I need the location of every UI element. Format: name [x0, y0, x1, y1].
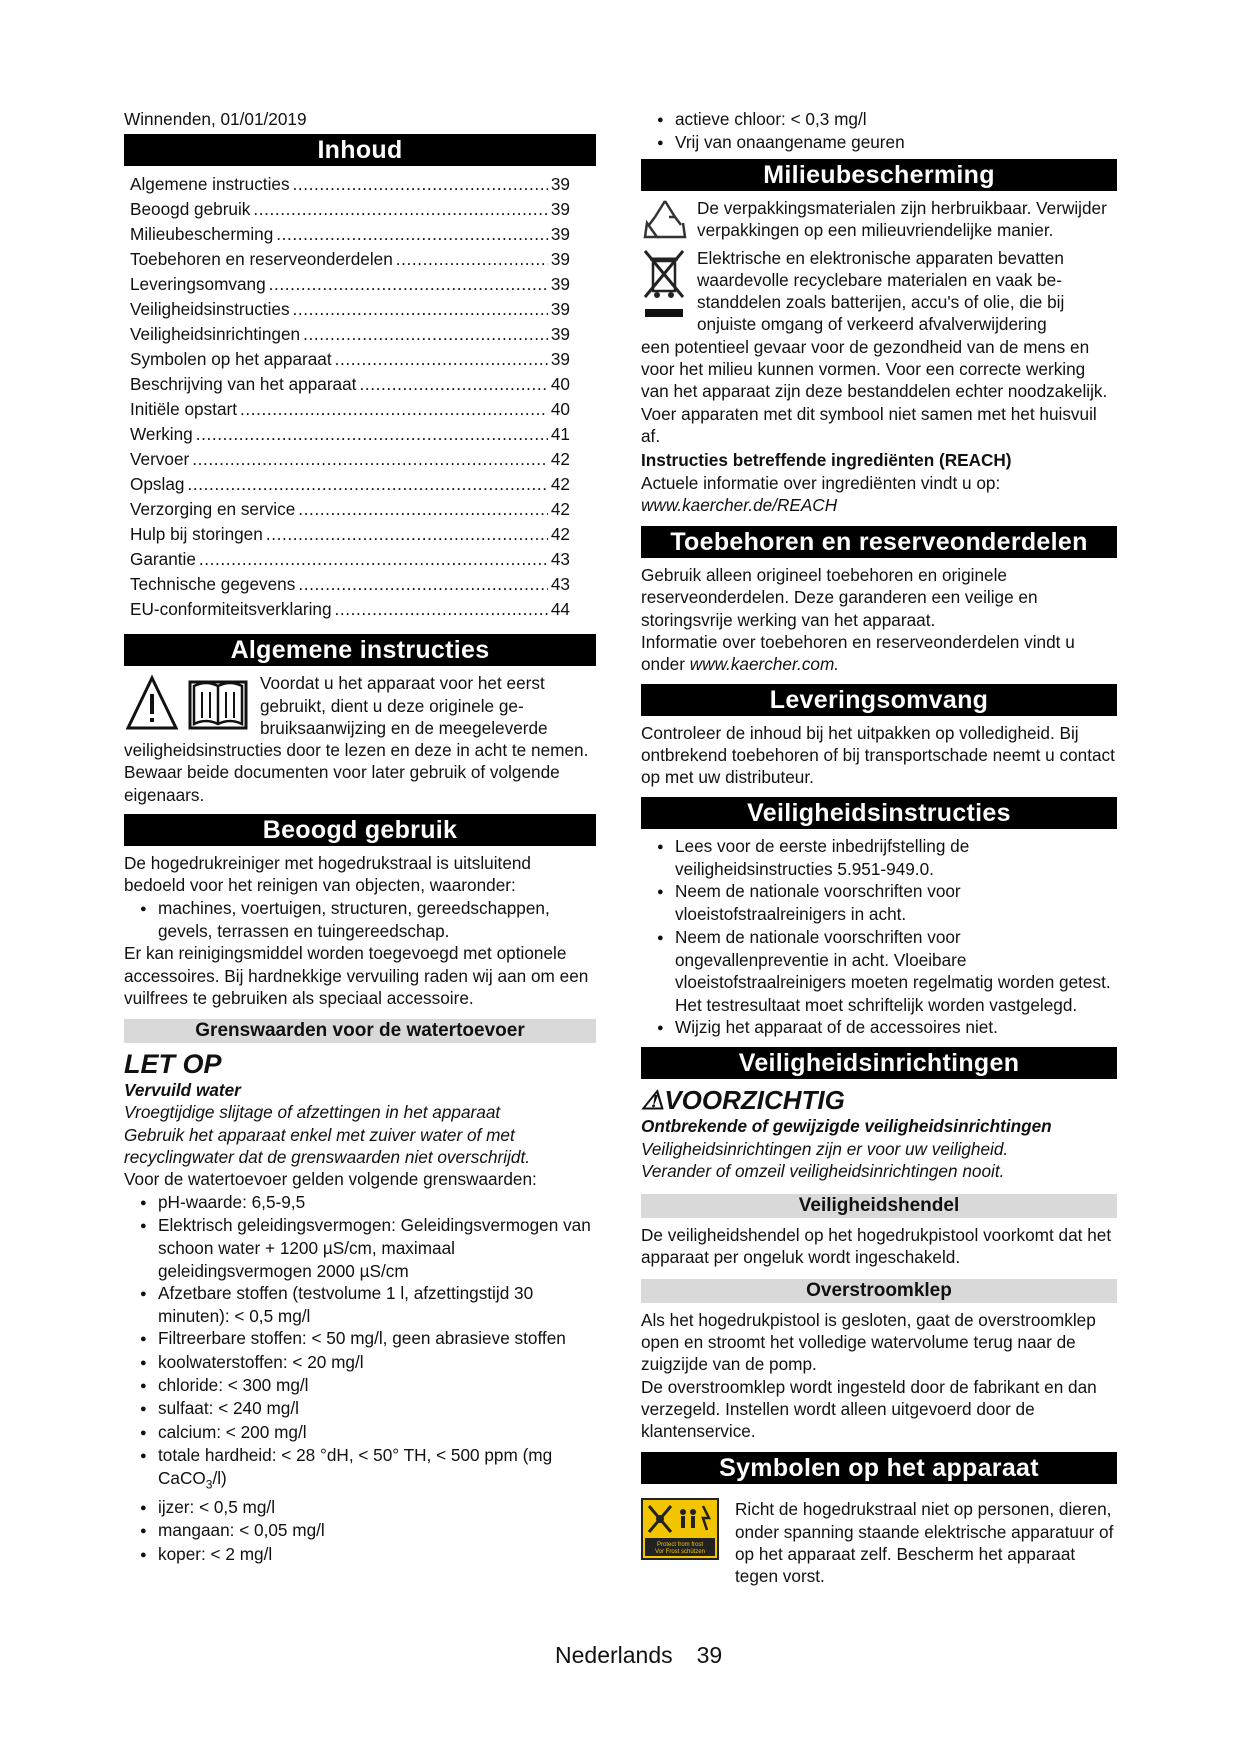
list-item: ● Wijzig het apparaat of de accessoires niet. — [641, 1016, 1117, 1039]
toc-entry-title: Technische gegevens — [130, 574, 296, 595]
list-item: ● machines, voertuigen, structuren, gereedschappen, gevels, terrassen en tuingereedschap. — [124, 897, 596, 943]
toc-entry-title: Milieubescherming — [130, 224, 274, 245]
toc-entry-page: 40 — [550, 399, 570, 420]
toc-entry-title: Hulp bij storingen — [130, 524, 263, 545]
list-item: ● Afzetbare stoffen (testvolume 1 l, afzettingstijd 30 minuten): < 0,5 mg/l — [124, 1282, 596, 1328]
toc-entry-title: Leveringsomvang — [130, 274, 266, 295]
toc-entry-title: Beoogd gebruik — [130, 199, 251, 220]
toc-leader-dots — [240, 397, 548, 422]
list-item: ● Neem de nationale voorschriften voor vloeistofstraalreinigers in acht. — [641, 880, 1117, 926]
toc-leader-dots — [359, 372, 547, 397]
toc-entry-title: Werking — [130, 424, 193, 445]
toc-entry[interactable] — [130, 547, 570, 572]
toc-entry[interactable] — [130, 372, 570, 397]
scope-paragraph: Controleer de inhoud bij het uitpakken op volledigheid. Bij ontbrekend toebehoren of bij transportschade neemt u contact op met uw distributeur. — [641, 722, 1115, 788]
general-wrapped-text — [256, 672, 548, 739]
general-paragraph: veiligheidsinstructies door te lezen en deze in acht te nemen. — [124, 740, 589, 761]
toc-leader-dots — [335, 597, 548, 622]
caution-label — [641, 1085, 1117, 1115]
section-heading-accessories: Toebehoren en reserveonderdelen — [641, 526, 1117, 558]
label-text: Vor Frost schützen — [654, 1549, 706, 1556]
subheading-lever: Veiligheidshendel — [641, 1194, 1117, 1218]
list-item: ● koolwaterstoffen: < 20 mg/l — [124, 1351, 596, 1374]
subheading-valve: Overstroomklep — [641, 1279, 1117, 1303]
toc-entry-title: Beschrijving van het apparaat — [130, 374, 357, 395]
toc-entry-title: Vervoer — [130, 449, 190, 470]
hardness-suffix: /l) — [212, 1468, 227, 1489]
list-item: ● Vrij van onaangename geuren — [641, 131, 1117, 154]
subheading-water-limits: Grenswaarden voor de watertoevoer — [124, 1019, 596, 1043]
caution-title: Ontbrekende of gewijzigde veiligheidsinrichtingen — [641, 1116, 1052, 1137]
toc-entry-title: Veiligheidsinrichtingen — [130, 324, 301, 345]
caution-line: Veiligheidsinrichtingen zijn er voor uw veiligheid. — [641, 1138, 1009, 1159]
packaging-text: De verpakkingsmaterialen zijn herbruikbaar. Verwijder verpakkingen op een milieuvriendelijke manier. — [697, 197, 1107, 240]
toc-leader-dots — [269, 272, 548, 297]
toc-entry[interactable] — [130, 322, 570, 347]
caution-line: Verander of omzeil veiligheidsinrichtingen nooit. — [641, 1160, 1005, 1181]
list-item: ● chloride: < 300 mg/l — [124, 1374, 596, 1397]
list-item-hardness — [124, 1444, 596, 1496]
toc-leader-dots — [187, 472, 547, 497]
footer-language: Nederlands — [555, 1642, 673, 1668]
page-footer — [555, 1642, 746, 1669]
toc-entry-page: 42 — [550, 449, 570, 470]
text-line: Voordat u het apparaat voor het eerst — [260, 673, 545, 694]
toc-entry[interactable] — [130, 197, 570, 222]
section-heading-general: Algemene instructies — [124, 634, 596, 666]
intended-use-paragraph: De hogedrukreiniger met hogedrukstraal is uitsluitend bedoeld voor het reinigen van objecten, waaronder: — [124, 853, 531, 896]
accessories-text: Informatie over toebehoren en reserveonderdelen vindt u onder — [641, 632, 1075, 675]
toc-leader-dots — [396, 247, 548, 272]
reach-link[interactable]: www.kaercher.de/REACH — [641, 494, 838, 515]
device-warning-label-icon — [641, 1498, 735, 1568]
toc-entry-page: 41 — [550, 424, 570, 445]
section-heading-intended-use: Beoogd gebruik — [124, 814, 596, 846]
hardness-text: totale hardheid: < 28 °dH, < 50° TH, < 500 ppm (mg CaCO — [158, 1444, 553, 1489]
toc-leader-dots — [276, 222, 548, 247]
toc-entry[interactable] — [130, 347, 570, 372]
general-paragraph-2: Bewaar beide documenten voor later gebruik of volgende eigenaars. — [124, 762, 560, 805]
caution-text: VOORZICHTIG — [664, 1085, 845, 1116]
section-heading-scope: Leveringsomvang — [641, 684, 1117, 716]
toc-entry-page: 43 — [550, 574, 570, 595]
toc-entry-page: 39 — [550, 274, 570, 295]
text-line: onjuiste omgang of verkeerd afvalverwijdering — [697, 314, 1047, 335]
toc-entry-page: 42 — [550, 524, 570, 545]
list-item: ● mangaan: < 0,05 mg/l — [124, 1519, 596, 1542]
text-line: waardevolle recyclebare materialen en vaak be- — [697, 269, 1062, 290]
toc-leader-dots — [253, 197, 547, 222]
notice-text: Vroegtijdige slijtage of afzettingen in het apparaat — [124, 1102, 501, 1123]
list-item: ● Lees voor de eerste inbedrijfstelling de veiligheidsinstructies 5.951-949.0. — [641, 835, 1117, 881]
list-item: ● pH-waarde: 6,5-9,5 — [124, 1191, 596, 1214]
warning-triangle-icon: ⚠ — [641, 1085, 665, 1116]
page-number: 39 — [696, 1642, 723, 1668]
toc-entry[interactable] — [130, 572, 570, 597]
toc-entry-title: Garantie — [130, 549, 196, 570]
list-item: ● Neem de nationale voorschriften voor ongevallenpreventie in acht. Vloeibare vloeistofstraalreinigers moeten regelmatig worden getest. Het testresultaat moet schriftelijk worden vastgelegd. — [641, 926, 1117, 1016]
valve-paragraph: Als het hogedrukpistool is gesloten, gaat de overstroomklep open en stroomt het volledige watervolume terug naar de zuigzijde van de pomp. — [641, 1309, 1096, 1375]
toc-entry-page: 39 — [550, 324, 570, 345]
valve-paragraph-2: De overstroomklep wordt ingesteld door de fabrikant en dan verzegeld. Instellen wordt alleen uitgevoerd door de klantenservice. — [641, 1376, 1097, 1442]
list-item: ● calcium: < 200 mg/l — [124, 1421, 596, 1444]
toc-leader-dots — [298, 572, 548, 597]
toc-entry-page: 39 — [550, 249, 570, 270]
toc-entry[interactable] — [130, 597, 570, 622]
toc-entry[interactable] — [130, 422, 570, 447]
left-column — [124, 108, 596, 1566]
toc-entry-page: 43 — [550, 549, 570, 570]
recycle-icon — [641, 197, 697, 245]
accessories-paragraph: Gebruik alleen origineel toebehoren en originele reserveonderdelen. Deze garanderen een veilige en storingsvrije werking van het apparaat. — [641, 565, 1038, 630]
toc-entry-title: Verzorging en service — [130, 499, 296, 520]
kaercher-link[interactable]: www.kaercher.com. — [689, 654, 840, 675]
toc-leader-dots — [293, 172, 548, 197]
right-column — [641, 108, 1117, 1588]
symbols-text: Richt de hogedrukstraal niet op personen, dieren, onder spanning staande elektrische apparatuur of op het apparaat zelf. Bescherm het apparaat tegen vorst. — [735, 1499, 1114, 1587]
section-heading-environment: Milieubescherming — [641, 159, 1117, 191]
list-item: ● actieve chloor: < 0,3 mg/l — [641, 108, 1117, 131]
accessories-paragraph-2 — [641, 631, 1117, 676]
toc-entry[interactable] — [130, 522, 570, 547]
weee-paragraph: een potentieel gevaar voor de gezondheid van de mens en voor het milieu kunnen vormen. Voor een correcte werking van het apparaat zijn deze bestanddelen echter noodzakelijk. Voer apparaten met dit symbool niet samen met het huisvuil af. — [641, 336, 1108, 446]
crossed-bin-icon — [641, 247, 697, 333]
toc-entry[interactable] — [130, 297, 570, 322]
notice-label: LET OP — [124, 1049, 222, 1080]
reach-text: Actuele informatie over ingrediënten vindt u op: — [641, 472, 1001, 493]
toc-entry[interactable] — [130, 272, 570, 297]
toc-leader-dots — [303, 322, 548, 347]
toc-entry-title: Algemene instructies — [130, 174, 290, 195]
date-line: Winnenden, 01/01/2019 — [124, 109, 307, 129]
limits-intro: Voor de watertoevoer gelden volgende grenswaarden: — [124, 1169, 537, 1190]
notice-action: Gebruik het apparaat enkel met zuiver water of met recyclingwater dat de grenswaarden niet overschrijdt. — [124, 1124, 531, 1168]
toc-entry-page: 44 — [550, 599, 570, 620]
list-item: ● ijzer: < 0,5 mg/l — [124, 1496, 596, 1519]
text-line: standdelen zoals batterijen, accu's of olie, die bij — [697, 292, 1065, 313]
notice-title: Vervuild water — [124, 1080, 241, 1101]
text-line: Elektrische en elektronische apparaten bevatten — [697, 247, 1064, 268]
table-of-contents — [124, 172, 596, 622]
toc-entry-page: 40 — [550, 374, 570, 395]
toc-entry[interactable] — [130, 172, 570, 197]
label-text: Protect from frost — [656, 1542, 704, 1549]
toc-entry-page: 39 — [550, 349, 570, 370]
list-item: ● sulfaat: < 240 mg/l — [124, 1397, 596, 1420]
toc-entry-page: 39 — [550, 224, 570, 245]
toc-entry-title: Veiligheidsinstructies — [130, 299, 290, 320]
list-item: ● Elektrisch geleidingsvermogen: Geleidingsvermogen van schoon water + 1200 µS/cm, maximaal geleidingsvermogen 2000 µS/cm — [124, 1214, 596, 1282]
list-item: ● koper: < 2 mg/l — [124, 1543, 596, 1566]
toc-leader-dots — [298, 497, 548, 522]
toc-leader-dots — [335, 347, 548, 372]
toc-entry-title: EU-conformiteitsverklaring — [130, 599, 332, 620]
toc-entry-title: Opslag — [130, 474, 185, 495]
toc-entry-page: 39 — [550, 199, 570, 220]
section-heading-safety: Veiligheidsinstructies — [641, 797, 1117, 829]
toc-entry[interactable] — [130, 472, 570, 497]
toc-leader-dots — [293, 297, 548, 322]
hardness-subscript: 3 — [205, 1477, 213, 1492]
toc-entry[interactable] — [130, 222, 570, 247]
toc-leader-dots — [192, 447, 548, 472]
toc-entry-page: 39 — [550, 174, 570, 195]
toc-entry-title: Initiële opstart — [130, 399, 238, 420]
list-item: ● Filtreerbare stoffen: < 50 mg/l, geen abrasieve stoffen — [124, 1327, 596, 1350]
toc-leader-dots — [199, 547, 548, 572]
toc-entry[interactable] — [130, 247, 570, 272]
general-instructions-block — [124, 672, 596, 739]
toc-entry[interactable] — [130, 397, 570, 422]
packaging-block — [641, 197, 1117, 245]
weee-wrapped-text — [697, 247, 1117, 336]
section-heading-symbols: Symbolen op het apparaat — [641, 1452, 1117, 1484]
section-heading-safety-devices: Veiligheidsinrichtingen — [641, 1047, 1117, 1079]
intended-use-paragraph-2: Er kan reinigingsmiddel worden toegevoegd met optionele accessoires. Bij hardnekkige vervuiling raden wij aan om een vuilfrees te gebruiken als speciaal accessoire. — [124, 943, 589, 1008]
lever-paragraph: De veiligheidshendel op het hogedrukpistool voorkomt dat het apparaat per ongeluk wordt ingeschakeld. — [641, 1225, 1112, 1268]
toc-entry-title: Symbolen op het apparaat — [130, 349, 332, 370]
text-line: gebruikt, dient u deze originele ge- — [260, 695, 524, 716]
toc-entry-page: 42 — [550, 499, 570, 520]
toc-entry-title: Toebehoren en reserveonderdelen — [130, 249, 393, 270]
toc-leader-dots — [266, 522, 548, 547]
toc-entry[interactable] — [130, 497, 570, 522]
toc-entry[interactable] — [130, 447, 570, 472]
warning-manual-icon — [124, 672, 256, 738]
weee-block — [641, 247, 1117, 336]
text-line: bruiksaanwijzing en de meegeleverde — [260, 717, 548, 738]
toc-entry-page: 39 — [550, 299, 570, 320]
toc-entry-page: 42 — [550, 474, 570, 495]
reach-title: Instructies betreffende ingrediënten (REACH) — [641, 450, 1012, 471]
toc-leader-dots — [196, 422, 548, 447]
toc-heading: Inhoud — [124, 134, 596, 166]
symbols-block — [641, 1498, 1117, 1587]
